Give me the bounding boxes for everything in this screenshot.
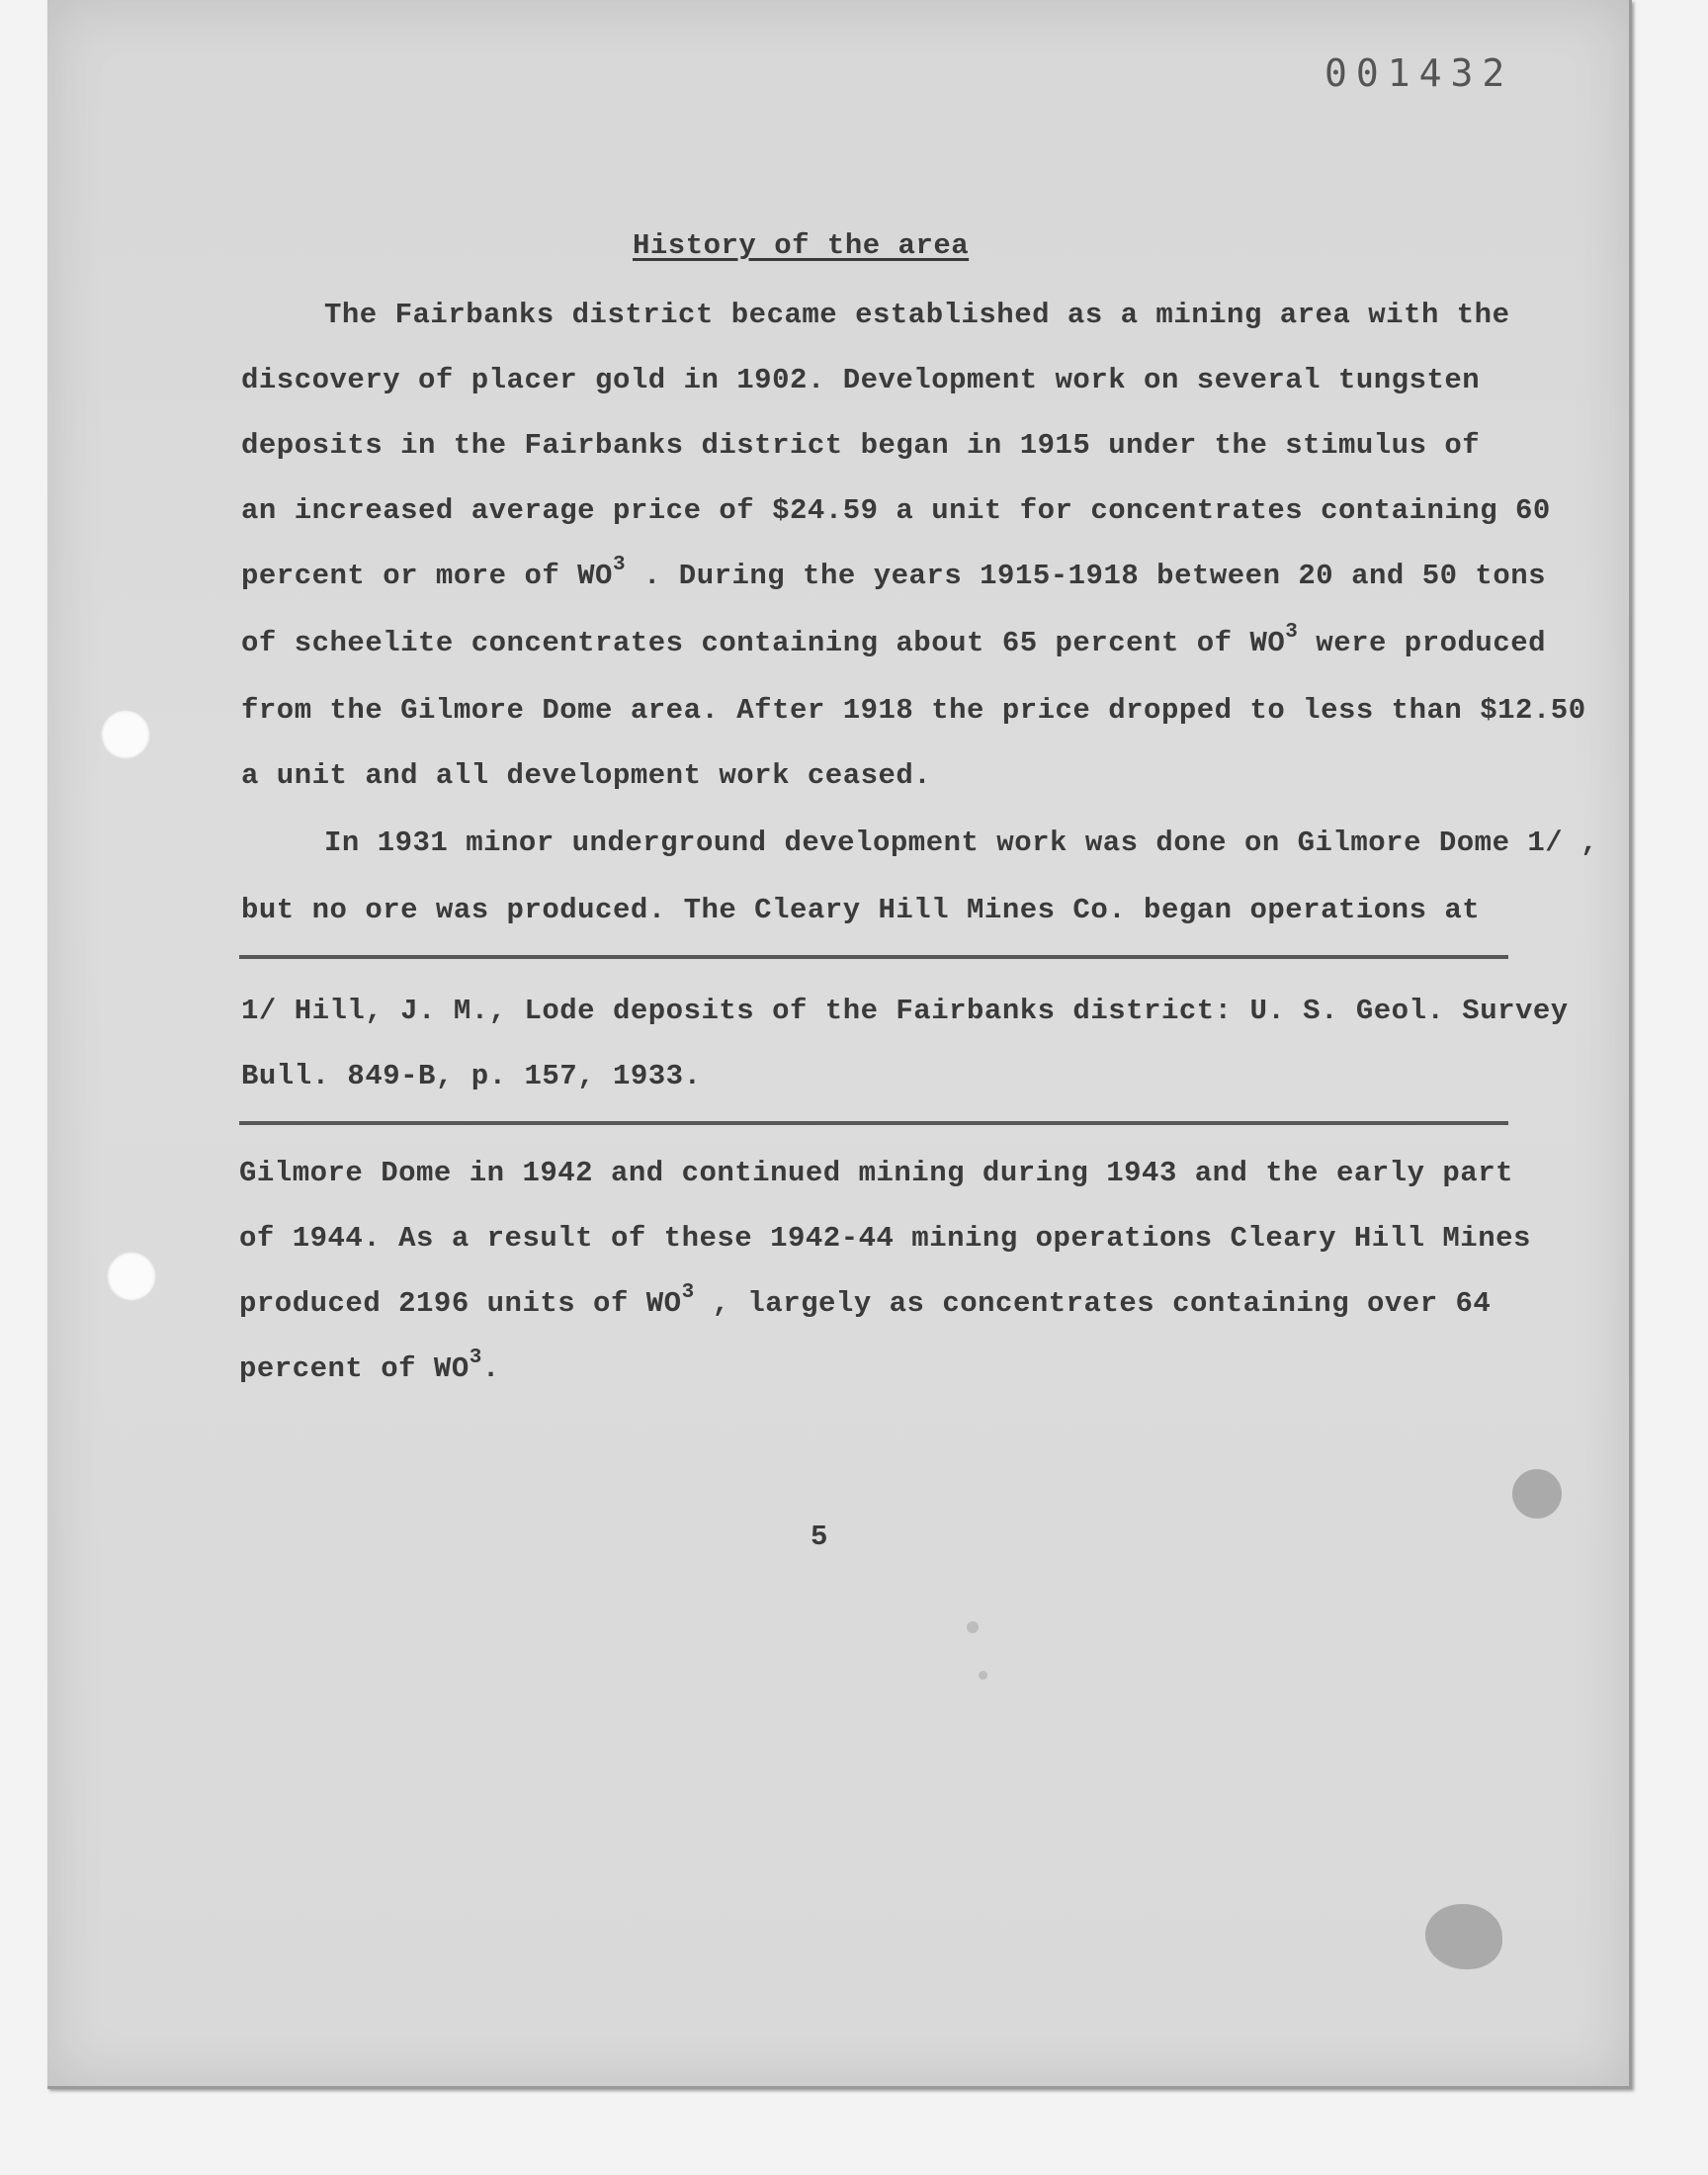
paragraph-2-line-2: but no ore was produced. The Cleary Hill Mines Co. began operations at xyxy=(241,894,1481,926)
stain-mark xyxy=(1512,1469,1562,1519)
paragraph-1-line-3: deposits in the Fairbanks district began in 1915 under the stimulus of xyxy=(241,429,1481,462)
paragraph-1-line-8: a unit and all development work ceased. xyxy=(241,759,932,792)
paragraph-3-line-2: of 1944. As a result of these 1942-44 mining operations Cleary Hill Mines xyxy=(239,1222,1531,1255)
document-number: 001432 xyxy=(1324,51,1514,95)
paragraph-1-line-5 xyxy=(241,554,1547,592)
paragraph-1-line-7: from the Gilmore Dome area. After 1918 the price dropped to less than $12.50 xyxy=(241,694,1586,727)
speck-mark xyxy=(967,1621,979,1633)
text-segment: of scheelite concentrates containing about 65 percent of WO xyxy=(241,627,1286,659)
superscript: 3 xyxy=(612,554,627,576)
punch-hole xyxy=(101,710,150,759)
footnote-top-rule xyxy=(239,955,1508,959)
paragraph-2-line-1: In 1931 minor underground development work was done on Gilmore Dome 1/ , xyxy=(324,826,1599,859)
punch-hole xyxy=(107,1252,156,1301)
text-segment: percent of WO xyxy=(239,1352,470,1385)
superscript: 3 xyxy=(469,1347,482,1369)
paragraph-1-line-2: discovery of placer gold in 1902. Development work on several tungsten xyxy=(241,364,1481,396)
page-number: 5 xyxy=(811,1521,828,1553)
text-segment: were produced xyxy=(1298,627,1547,659)
footnote-bottom-rule xyxy=(239,1121,1508,1125)
superscript: 3 xyxy=(1285,621,1299,644)
text-segment: , largely as concentrates containing over 64 xyxy=(694,1287,1492,1320)
text-segment: . During the years 1915-1918 between 20 and 50 tons xyxy=(626,560,1547,592)
paragraph-3-line-3 xyxy=(239,1281,1492,1320)
paragraph-3-line-4 xyxy=(239,1347,500,1385)
paragraph-1-line-1: The Fairbanks district became established as a mining area with the xyxy=(324,299,1510,331)
page-title: History of the area xyxy=(633,229,970,262)
footnote-line-2: Bull. 849-B, p. 157, 1933. xyxy=(241,1060,702,1092)
speck-mark xyxy=(979,1671,987,1680)
paragraph-3-line-1: Gilmore Dome in 1942 and continued mining during 1943 and the early part xyxy=(239,1157,1514,1189)
paragraph-1-line-6 xyxy=(241,621,1547,659)
footnote-line-1: 1/ Hill, J. M., Lode deposits of the Fairbanks district: U. S. Geol. Survey xyxy=(241,995,1569,1027)
paragraph-1-line-4: an increased average price of $24.59 a unit for concentrates containing 60 xyxy=(241,494,1551,527)
text-segment: percent or more of WO xyxy=(241,560,613,592)
text-segment: produced 2196 units of WO xyxy=(239,1287,682,1320)
superscript: 3 xyxy=(681,1281,695,1304)
text-segment: . xyxy=(481,1352,500,1385)
